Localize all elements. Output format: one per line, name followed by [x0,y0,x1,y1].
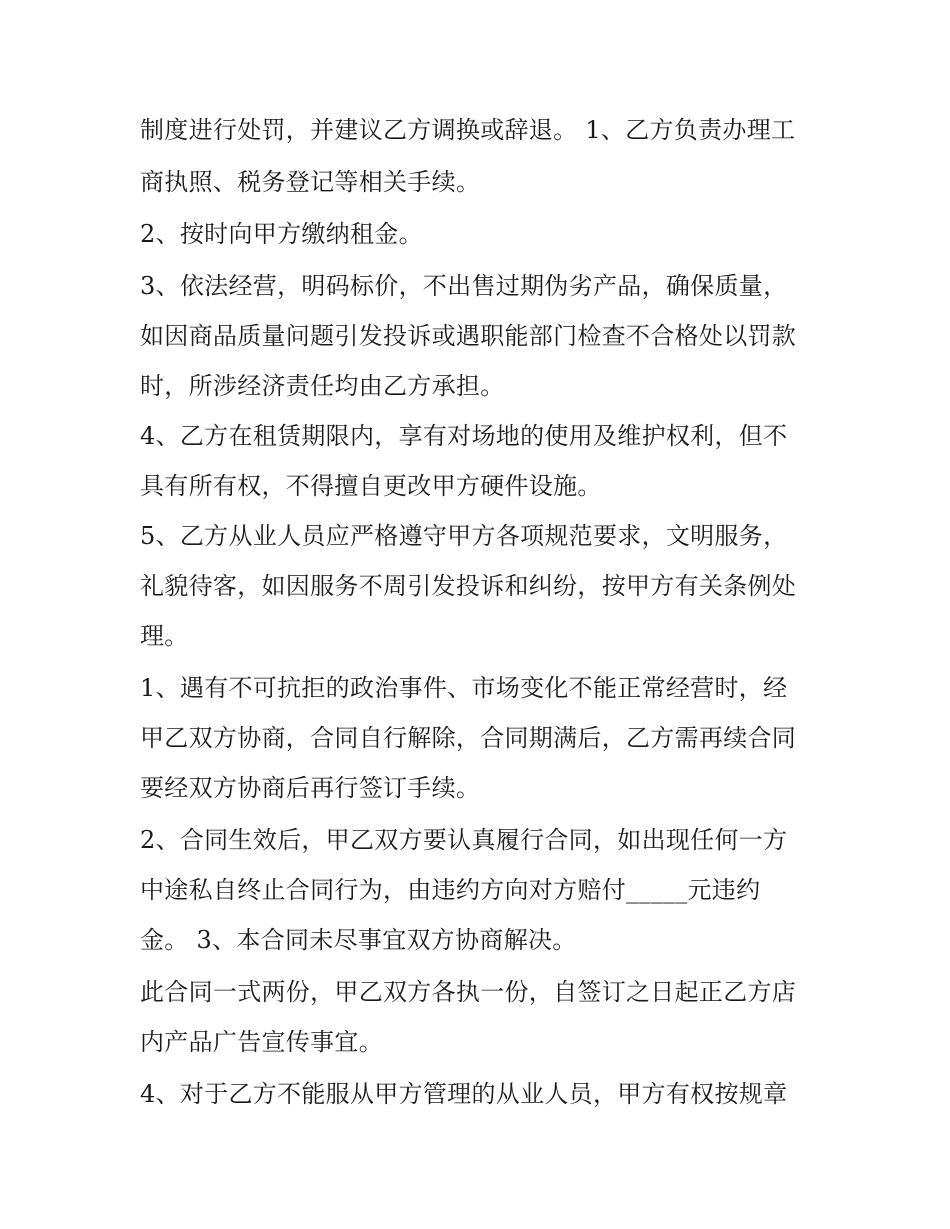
text-line: 3、依法经营，明码标价，不出售过期伪劣产品，确保质量， [140,272,788,300]
text-line: 制度进行处罚，并建议乙方调换或辞退。 1、乙方负责办理工 [140,116,796,144]
text-line: 2、按时向甲方缴纳租金。 [140,220,423,248]
text-line: 商执照、税务登记等相关手续。 [140,168,481,196]
text-line: 5、乙方从业人员应严格遵守甲方各项规范要求，文明服务， [140,522,788,550]
text-line: 4、对于乙方不能服从甲方管理的从业人员，甲方有权按规章 [140,1080,788,1108]
text-line: 1、遇有不可抗拒的政治事件、市场变化不能正常经营时，经 [140,674,788,702]
text-line: 时，所涉经济责任均由乙方承担。 [140,372,505,400]
text-line: 2、合同生效后，甲乙双方要认真履行合同，如出现任何一方 [140,826,788,854]
text-line: 如因商品质量问题引发投诉或遇职能部门检查不合格处以罚款 [140,322,797,350]
text-line: 具有所有权，不得擅自更改甲方硬件设施。 [140,472,602,500]
text-line: 内产品广告宣传事宜。 [140,1028,383,1056]
text-line: 礼貌待客，如因服务不周引发投诉和纠纷，按甲方有关条例处 [140,572,797,600]
text-line: 金。 3、本合同未尽事宜双方协商解决。 [140,926,577,954]
text-line: 中途私自终止合同行为，由违约方向对方赔付_____元违约 [140,876,761,904]
text-line: 甲乙双方协商，合同自行解除，合同期满后，乙方需再续合同 [140,724,797,752]
text-line: 要经双方协商后再行签订手续。 [140,774,481,802]
text-line: 此合同一式两份，甲乙双方各执一份，自签订之日起正乙方店 [140,978,797,1006]
text-line: 理。 [140,622,189,650]
text-line: 4、乙方在租赁期限内，享有对场地的使用及维护权利，但不 [140,422,788,450]
